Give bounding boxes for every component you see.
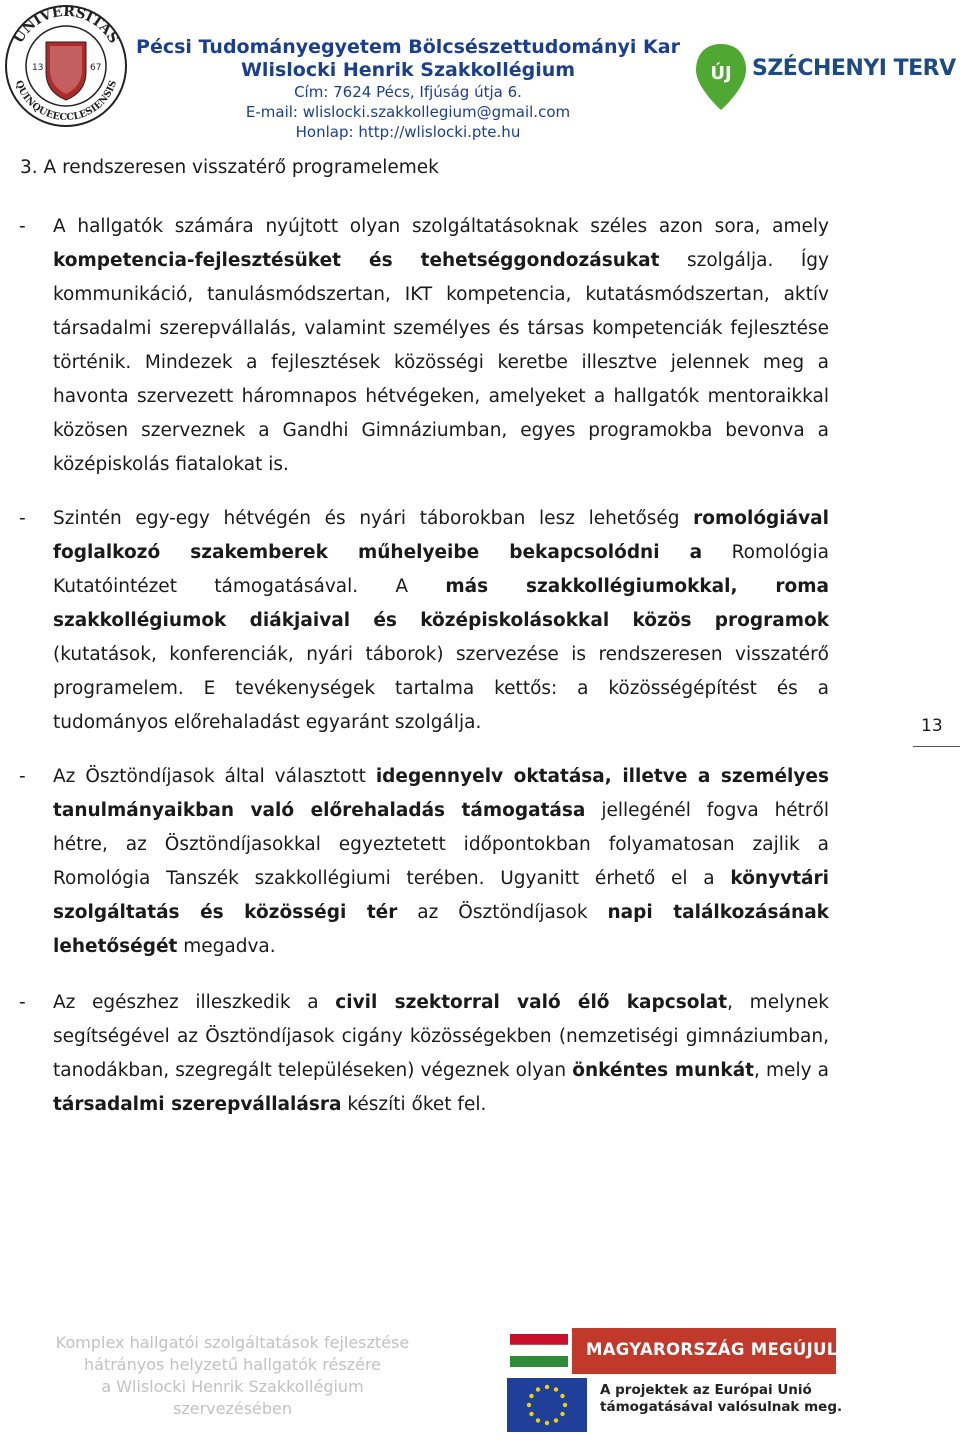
list-dash: - <box>19 508 26 529</box>
p4-text-1: Az egészhez illeszkedik a <box>53 992 336 1013</box>
p3-text-3: az Ösztöndíjasok <box>397 902 608 923</box>
szechenyi-terv-logo <box>694 40 944 130</box>
seal-year-left: 13 <box>32 63 44 73</box>
p3-text-2: jellegénél fogva hétről hétre, az Ösztöndíjasokkal egyeztetett időpontokban folyamatosan zajlik a Romológia Tanszék szakkollégiumi terében. Ugyanitt érhető el a <box>53 800 829 889</box>
address: Cím: 7624 Pécs, Ifjúság útja 6. <box>294 83 522 101</box>
seal-text-bottom: QUINQUEECCLESIENSIS <box>12 79 120 124</box>
faculty-name: Pécsi Tudományegyetem Bölcsészettudományi Kar <box>136 36 680 58</box>
p1-text-1: A hallgatók számára nyújtott olyan szolgáltatásoknak széles azon sora, amely <box>53 216 829 237</box>
p2-text-2: Romológia Kutatóintézet támogatásával. A <box>53 542 829 597</box>
p3-bold-3: napi találkozásának lehetőségét <box>53 902 829 957</box>
paragraph-4 <box>53 986 829 1122</box>
p2-text-1: Szintén egy-egy hétvégén és nyári táborokban lesz lehetőség <box>53 508 694 529</box>
p3-bold-2: könyvtári szolgáltatás és közösségi tér <box>53 868 829 923</box>
paragraph-3 <box>53 760 829 964</box>
seal-text-top: UNIVERSITAS <box>10 3 122 47</box>
eu-line-1: A projektek az Európai Unió <box>600 1382 812 1398</box>
list-dash: - <box>19 216 26 237</box>
p3-text-4: megadva. <box>177 936 276 957</box>
p3-bold-1: idegennyelv oktatása, illetve a személyes tanulmányaikban való előrehaladás támogatása <box>53 766 829 821</box>
p4-text-2: , melynek segítségével az Ösztöndíjasok cigány közösségekben (nemzetiségi gimnáziumban, tanodákban, szegregált településeken) végeznek olyan <box>53 992 829 1081</box>
eu-flag-icon <box>507 1378 587 1432</box>
p1-bold-1: kompetencia-fejlesztésüket és tehetséggondozásukat <box>53 250 660 271</box>
p4-text-4: készíti őket fel. <box>341 1094 487 1115</box>
footer-line-1: Komplex hallgatói szolgáltatások fejlesztése <box>55 1333 410 1352</box>
paragraph-1 <box>53 210 829 482</box>
email: E-mail: wlislocki.szakkollegium@gmail.com <box>245 103 571 121</box>
p3-text-1: Az Ösztöndíjasok által választott <box>53 766 376 787</box>
szechenyi-badge-text: ÚJ <box>710 63 732 84</box>
footer-line-3: a Wlislocki Henrik Szakkollégium szervezésében <box>101 1377 364 1418</box>
website: Honlap: http://wlislocki.pte.hu <box>295 123 521 141</box>
list-dash: - <box>19 992 26 1013</box>
university-seal-logo <box>2 2 130 130</box>
page-number-rule <box>913 746 960 747</box>
footer-project-text <box>40 1332 425 1420</box>
section-heading: 3. A rendszeresen visszatérő programelemek <box>20 157 439 178</box>
p4-bold-1: civil szektorral való élő kapcsolat <box>335 992 728 1013</box>
magyarorszag-megujul-label: MAGYARORSZÁG MEGÚJUL <box>586 1340 838 1359</box>
szechenyi-label: SZÉCHENYI TERV <box>752 56 956 81</box>
p2-bold-1: romológiával foglalkozó szakemberek műhelyeibe bekapcsolódni a <box>53 508 829 563</box>
p4-bold-3: társadalmi szerepvállalásra <box>53 1094 342 1115</box>
paragraph-2 <box>53 502 829 740</box>
p2-text-3: (kutatások, konferenciák, nyári táborok) szervezése is rendszeresen visszatérő programelem. E tevékenységek tartalma kettős: a közösségépítést és a tudományos előrehaladást egyaránt szolgálja. <box>53 644 829 733</box>
p1-text-2: szolgálja. Így kommunikáció, tanulásmódszertan, IKT kompetencia, kutatásmódszertan, aktív társadalmi szerepvállalás, valamint személyes és társas kompetenciák fejlesztése történik. Mindezek a fejlesztések közösségi keretbe illesztve jelennek meg a havonta szervezett háromnapos hétvégeken, amelyeket a hallgatók mentoraikkal közösen szerveznek a Gandhi Gimnáziumban, egyes programokba bevonva a középiskolás fiatalokat is. <box>53 250 829 475</box>
eu-line-2: támogatásával valósulnak meg. <box>600 1399 843 1415</box>
letterhead <box>130 36 686 142</box>
college-name: Wlislocki Henrik Szakkollégium <box>240 59 576 81</box>
footer-line-2: hátrányos helyzetű hallgatók részére <box>84 1355 381 1374</box>
p4-bold-2: önkéntes munkát <box>572 1060 755 1081</box>
p4-text-3: , mely a <box>754 1060 829 1081</box>
svg-text:UNIVERSITAS <box>11 4 122 47</box>
list-dash: - <box>19 766 26 787</box>
eu-support-text <box>600 1382 842 1416</box>
p2-bold-2: más szakkollégiumokkal, roma szakkollégiumok diákjaival és középiskolásokkal közös programok <box>53 576 829 631</box>
page-number: 13 <box>921 716 943 736</box>
seal-year-right: 67 <box>90 63 102 73</box>
